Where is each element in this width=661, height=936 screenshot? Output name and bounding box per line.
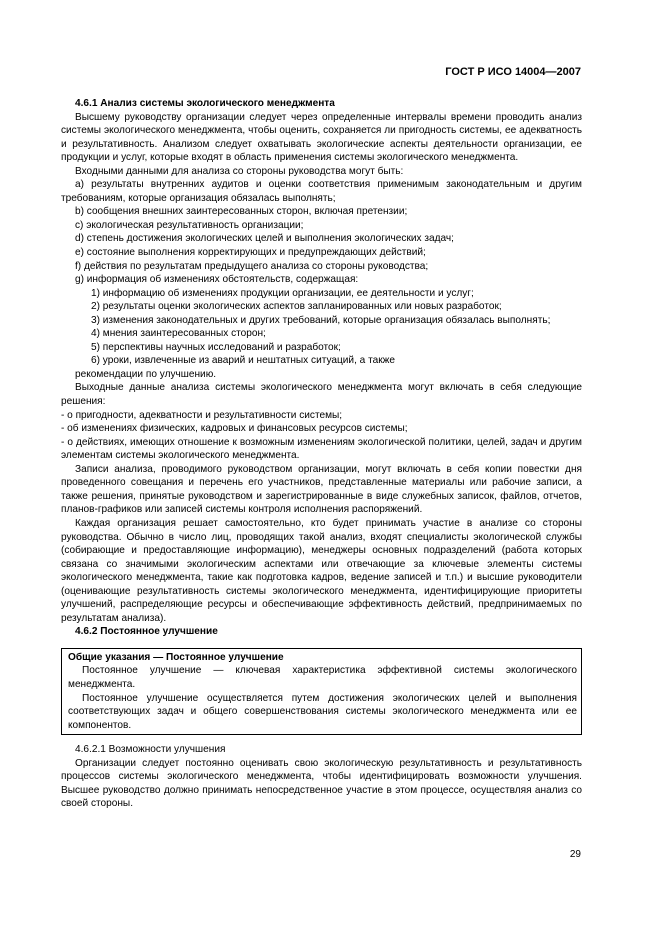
list-item: - об изменениях физических, кадровых и финансовых ресурсов системы; (61, 423, 408, 435)
guidance-box-paragraph: Постоянное улучшение — ключевая характеристика эффективной системы экологического менеджмента. (68, 665, 577, 690)
section-461-title: 4.6.1 Анализ системы экологического менеджмента (75, 98, 335, 109)
sub-list-item: 4) мнения заинтересованных сторон; (91, 328, 266, 340)
list-item: a) результаты внутренних аудитов и оценки соответствия применимым законодательным и другим требованиям, которые организация обязалась выполнять; (61, 179, 582, 204)
list-item: - о действиях, имеющих отношение к возможным изменениям экологической политики, целей, задач и другим элементам системы экологического менеджмента. (61, 436, 582, 462)
sub-list-item: 1) информацию об изменениях продукции организации, ее деятельности и услуг; (91, 287, 474, 299)
paragraph: Каждая организация решает самостоятельно, кто будет принимать участие в анализе со стороны руководства. Обычно в число лиц, проводящих такой анализ, входят специалисты экологической службы (собирающие и предоставляющие информацию), менеджеры основных подразделений (работа которых связана со значимыми экологическим аспектами или отвечающие за ключевые элементы системы экологического менеджмента, такие как подготовка кадров, ведение записей и т.п.) и высшие руководители (оценивающие результативность системы экологического менеджмента, идентифицирующие приоритеты улучшений, распределяющие ресурсы и обеспечивающие эффективность действий, предпринимаемых по результатам анализа). (61, 517, 582, 624)
sub-list-item: 3) изменения законодательных и других требований, которые организация обязалась выполнять; (91, 314, 551, 326)
paragraph: Организации следует постоянно оценивать свою экологическую результативность и результативность процессов системы экологического менеджмента, чтобы идентифицировать возможности улучшения. Высшее руководство должно принимать непосредственное участие в этом процессе, осуществляя анализ со своей стороны. (61, 757, 582, 810)
paragraph: Высшему руководству организации следует через определенные интервалы времени проводить анализ системы экологического менеджмента, чтобы оценить, сохраняется ли пригодность системы, ее адекватность и результативность. Анализом следует охватывать экологические аспекты деятельности организации, ее продукции и услуг, которые входят в область применения системы экологического менеджмента. (61, 111, 582, 164)
list-item: c) экологическая результативность организации; (75, 219, 304, 231)
list-item: - о пригодности, адекватности и результативности системы; (61, 409, 343, 421)
sub-list-item: 6) уроки, извлеченные из аварий и нештатных ситуаций, а также (91, 355, 395, 367)
paragraph: Входными данными для анализа со стороны руководства могут быть: (75, 165, 404, 177)
paragraph: Записи анализа, проводимого руководством организации, могут включать в себя копии повестки дня проведенного совещания и перечень его участников, представленные материалы или рабочие записи, а также решения, принятые руководством и зарегистрированные в виде служебных записок, файлов, отчетов, планов-графиков или записей системы контроля исполнения распоряжений. (61, 463, 582, 516)
list-item: d) степень достижения экологических целей и выполнения экологических задач; (75, 233, 454, 245)
list-item: g) информация об изменениях обстоятельств, содержащая: (75, 274, 359, 286)
sub-list-item: 5) перспективы научных исследований и разработок; (91, 341, 341, 353)
paragraph: Выходные данные анализа системы экологического менеджмента могут включать в себя следующие решения: (61, 382, 582, 408)
subsection-4621-title: 4.6.2.1 Возможности улучшения (75, 744, 226, 756)
section-462-title: 4.6.2 Постоянное улучшение (75, 626, 218, 638)
sub-list-tail: рекомендации по улучшению. (75, 368, 217, 380)
guidance-box-title: Общие указания — Постоянное улучшение (68, 651, 284, 663)
page-number: 29 (569, 849, 581, 860)
document-header: ГОСТ Р ИСО 14004—2007 (445, 66, 581, 78)
list-item: e) состояние выполнения корректирующих и предупреждающих действий; (75, 247, 426, 259)
guidance-box (61, 648, 582, 735)
list-item: f) действия по результатам предыдущего анализа со стороны руководства; (75, 260, 429, 272)
guidance-box-paragraph: Постоянное улучшение осуществляется путем достижения экологических целей и выполнения соответствующих задач и общего совершенствования системы экологического менеджмента или ее компонентов. (68, 692, 577, 731)
sub-list-item: 2) результаты оценки экологических аспектов запланированных или новых разработок; (91, 301, 502, 313)
page-content (61, 97, 582, 811)
list-item: b) сообщения внешних заинтересованных сторон, включая претензии; (75, 206, 408, 218)
